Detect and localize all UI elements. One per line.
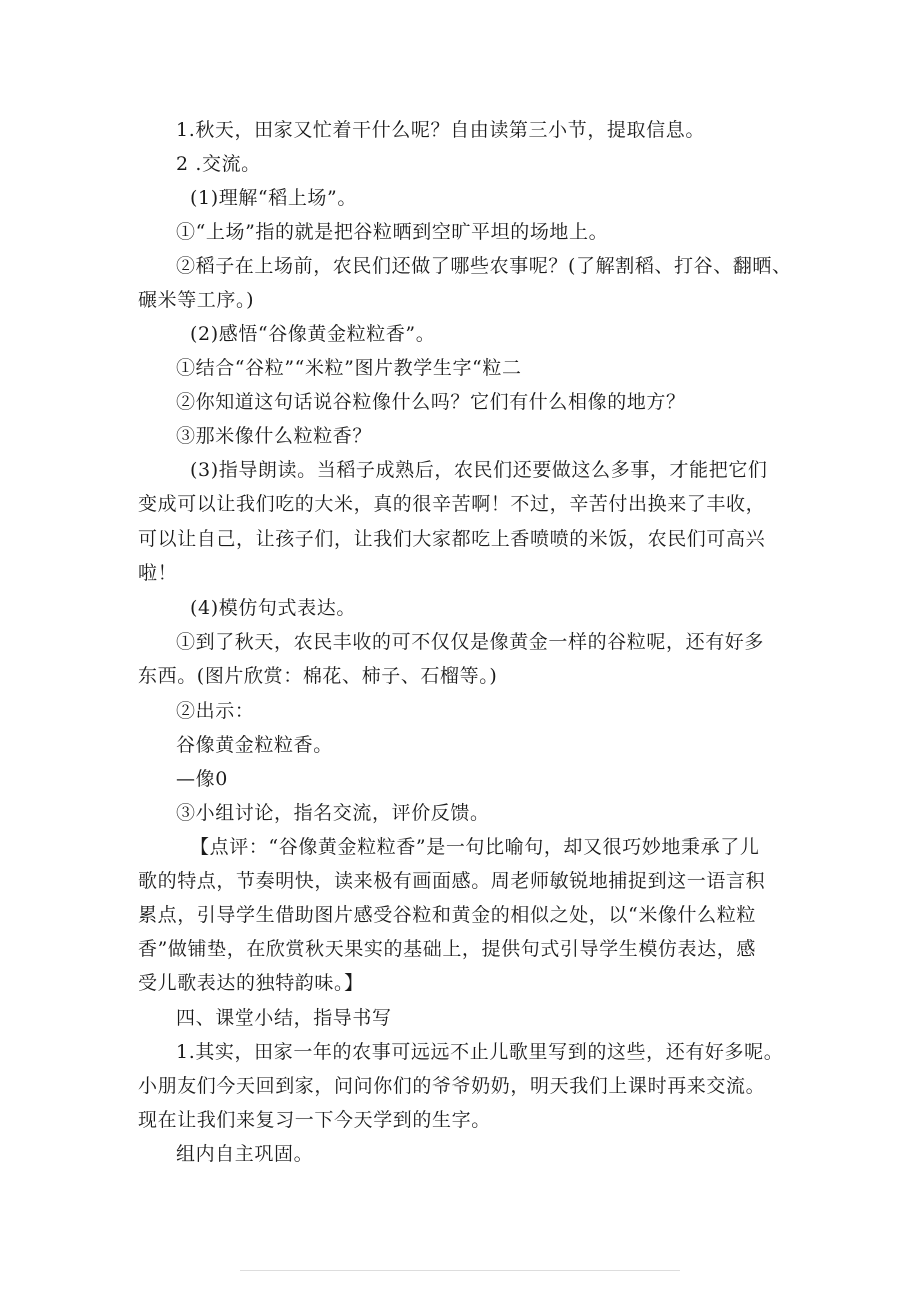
text-line: (1)理解“稻上场”。 bbox=[190, 187, 357, 209]
text-line: (4)模仿句式表达。 bbox=[190, 597, 356, 619]
text-line: ①结合“谷粒”“米粒”图片教学生字“粒二 bbox=[176, 357, 522, 379]
text-line: 香”做铺垫，在欣赏秋天果实的基础上，提供句式引导学生模仿表达，感 bbox=[138, 938, 756, 960]
text-line: 受儿歌表达的独特韵味。】 bbox=[138, 972, 364, 994]
text-line: 歌的特点，节奏明快，读来极有画面感。周老师敏锐地捕捉到这一语言积 bbox=[138, 870, 766, 892]
text-line: 现在让我们来复习一下今天学到的生字。 bbox=[138, 1109, 491, 1131]
text-line: 2 .交流。 bbox=[176, 153, 261, 175]
text-line: ③那米像什么粒粒香？ bbox=[176, 425, 373, 447]
text-line: ②稻子在上场前，农民们还做了哪些农事呢？(了解割稻、打谷、翻晒、 bbox=[176, 255, 792, 277]
text-line: ①到了秋天，农民丰收的可不仅仅是像黄金一样的谷粒呢，还有好多 bbox=[176, 631, 765, 653]
text-line: 【点评：“谷像黄金粒粒香”是一句比喻句，却又很巧妙地秉承了儿 bbox=[190, 836, 760, 858]
text-line: —像0 bbox=[176, 768, 228, 790]
text-line: 组内自主巩固。 bbox=[176, 1143, 314, 1165]
text-line: 啦！ bbox=[138, 562, 178, 584]
text-line: 可以让自己，让孩子们，让我们大家都吃上香喷喷的米饭，农民们可高兴 bbox=[138, 528, 766, 550]
text-line: 变成可以让我们吃的大米，真的很辛苦啊！不过，辛苦付出换来了丰收， bbox=[138, 493, 766, 515]
footer-divider bbox=[240, 1270, 680, 1271]
text-line: 四、课堂小结，指导书写 bbox=[176, 1007, 392, 1029]
text-line: ②出示： bbox=[176, 700, 255, 722]
text-line: 谷像黄金粒粒香。 bbox=[176, 734, 333, 756]
text-line: 累点，引导学生借助图片感受谷粒和黄金的相似之处，以“米像什么粒粒 bbox=[138, 904, 756, 926]
text-line: 东西。(图片欣赏：棉花、柿子、石榴等。) bbox=[138, 665, 498, 687]
text-line: 碾米等工序。) bbox=[138, 289, 255, 311]
text-line: ②你知道这句话说谷粒像什么吗？它们有什么相像的地方？ bbox=[176, 391, 686, 413]
text-line: ①“上场”指的就是把谷粒晒到空旷平坦的场地上。 bbox=[176, 221, 609, 243]
text-line: 1.其实，田家一年的农事可远远不止儿歌里写到的这些，还有好多呢。 bbox=[176, 1041, 784, 1063]
text-line: 1.秋天，田家又忙着干什么呢？自由读第三小节，提取信息。 bbox=[176, 119, 705, 141]
text-line: (2)感悟“谷像黄金粒粒香”。 bbox=[190, 323, 436, 345]
text-line: 小朋友们今天回到家，问问你们的爷爷奶奶，明天我们上课时再来交流。 bbox=[138, 1075, 766, 1097]
text-line: ③小组讨论，指名交流，评价反馈。 bbox=[176, 802, 490, 824]
text-line: (3)指导朗读。当稻子成熟后，农民们还要做这么多事，才能把它们 bbox=[190, 459, 768, 481]
